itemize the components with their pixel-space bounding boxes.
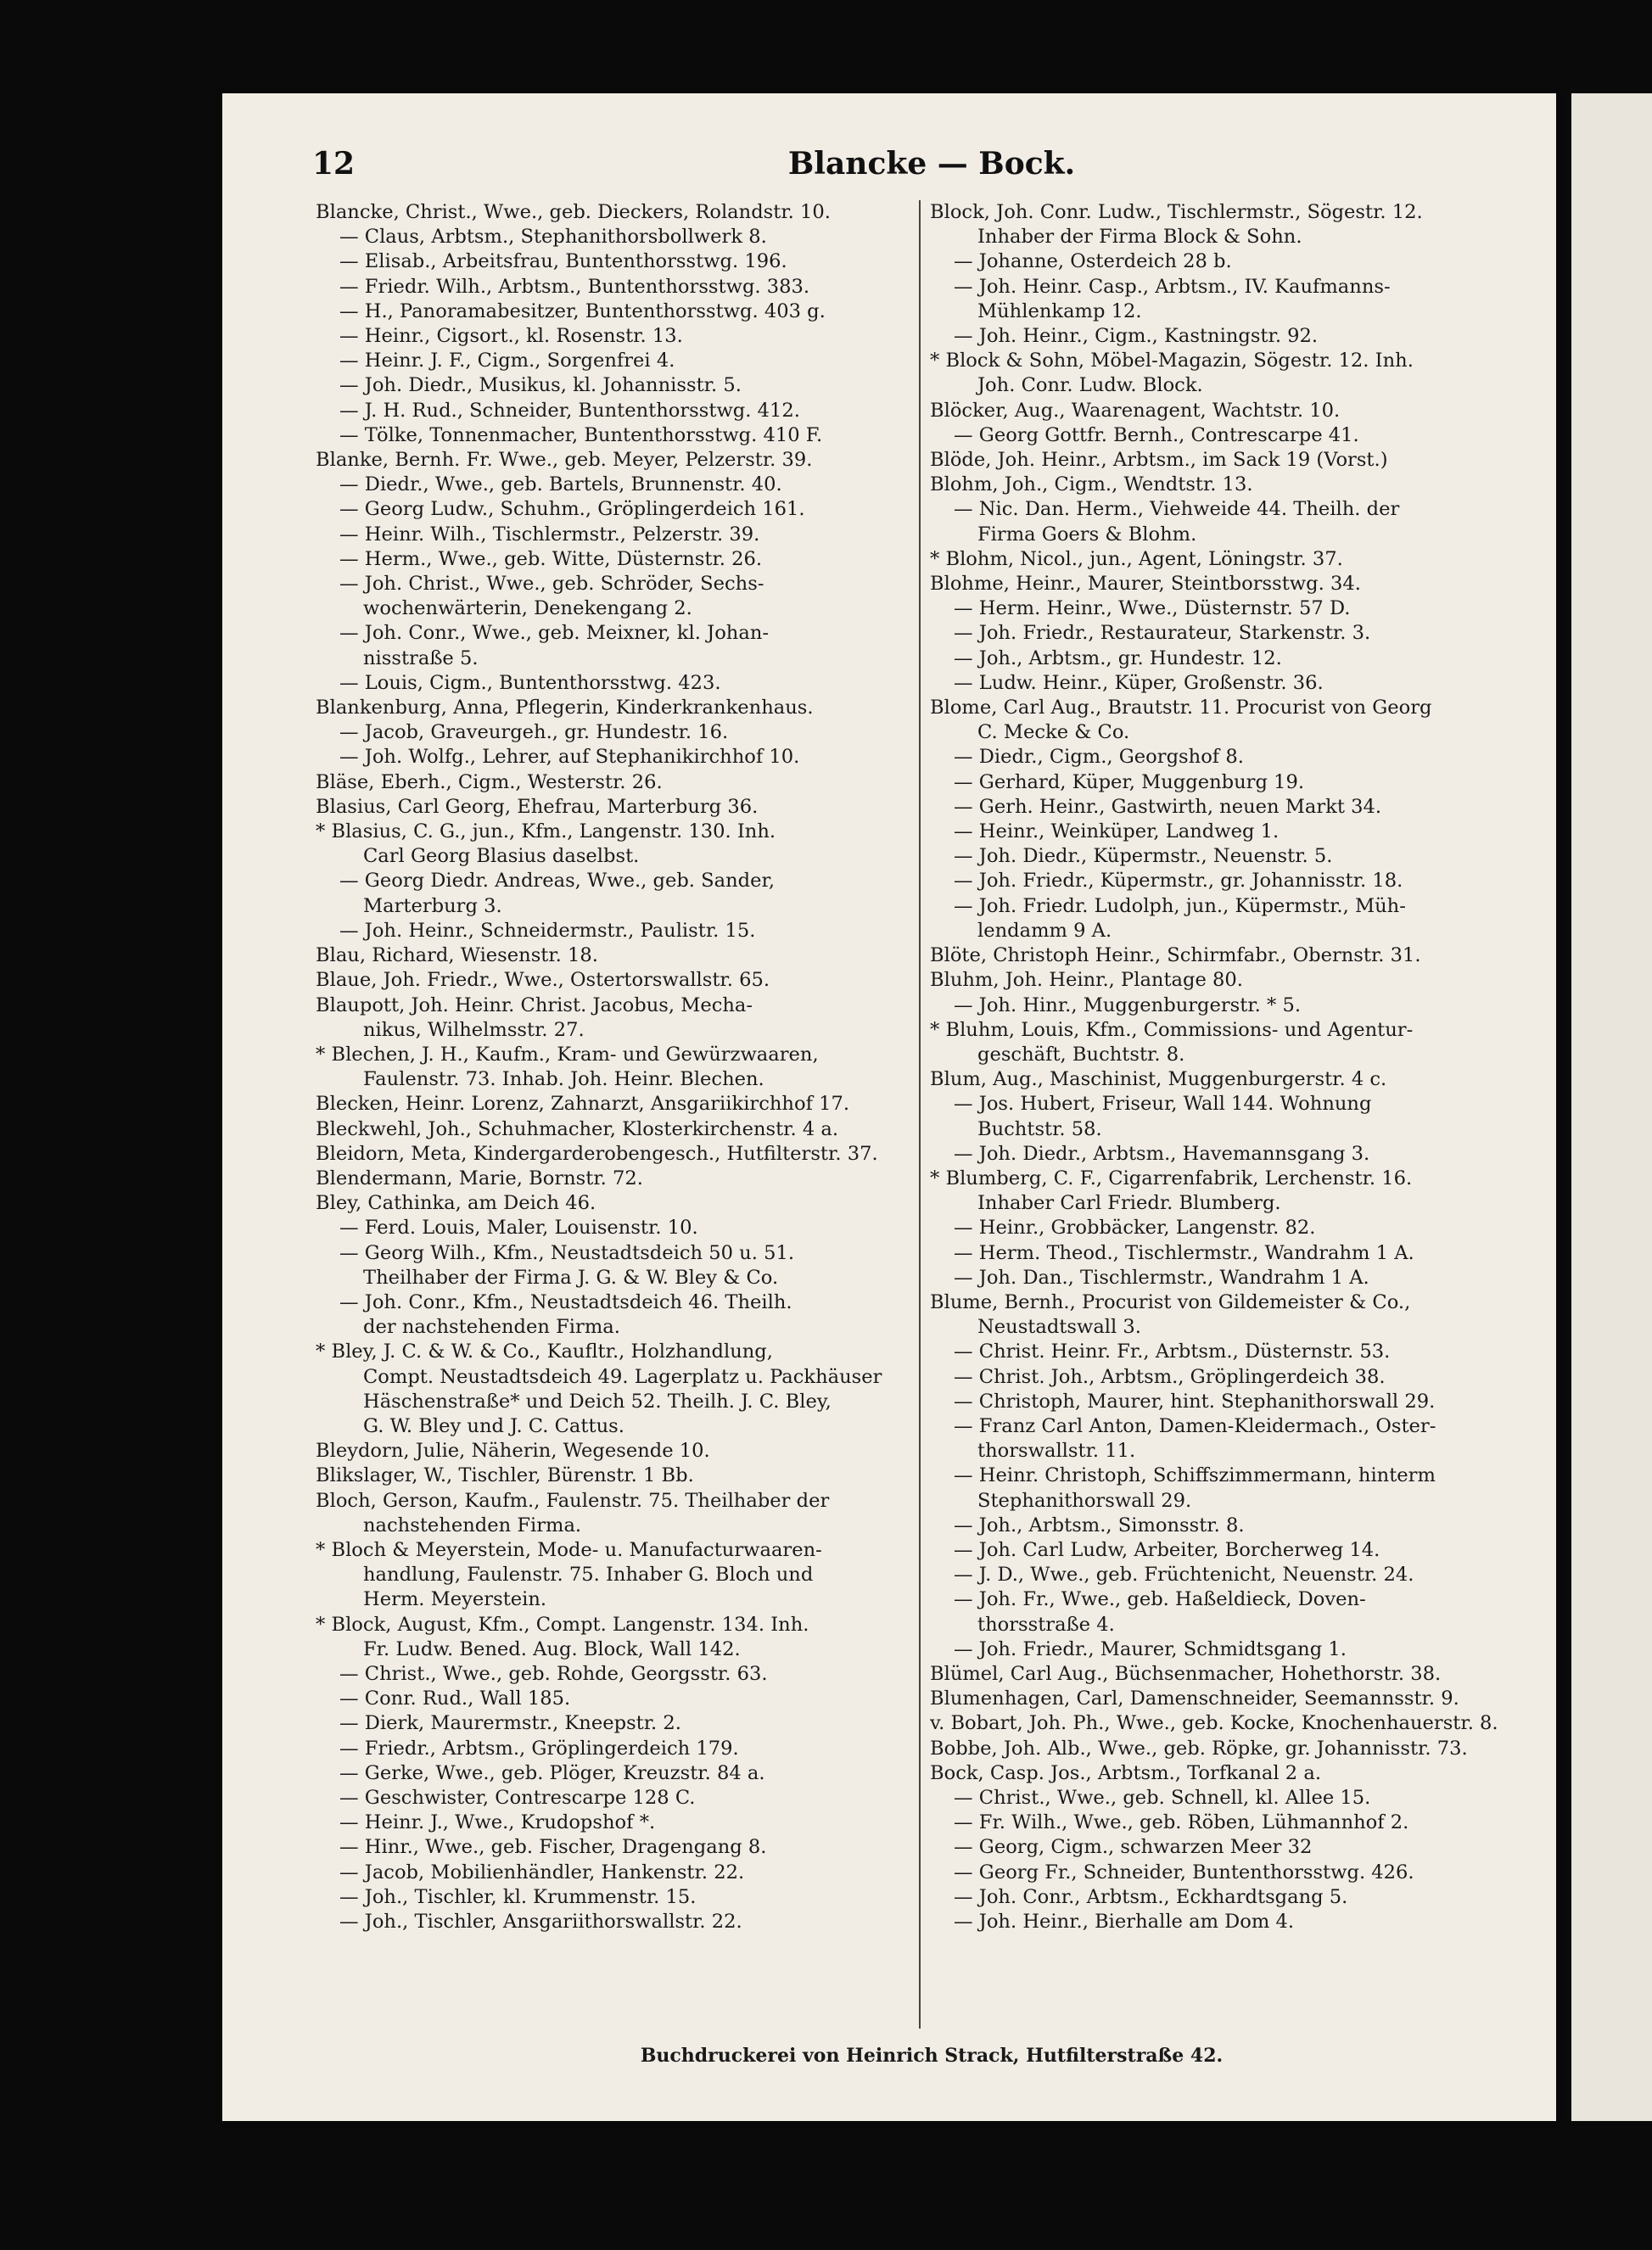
directory-entry-line: * Bloch & Meyerstein, Mode- u. Manufacturwaaren- [316,1538,822,1561]
directory-entry-line: Inhaber der Firma Block & Sohn. [977,226,1302,249]
directory-entry-line: Mühlenkamp 12. [977,299,1142,322]
directory-entry-line: — Joh. Friedr., Restaurateur, Starkenstr. 3. [954,622,1371,645]
directory-entry-line: — Diedr., Wwe., geb. Bartels, Brunnenstr. 40. [339,473,782,496]
directory-entry-line: Neustadtswall 3. [977,1316,1141,1339]
directory-entry-line: — Herm., Wwe., geb. Witte, Düsternstr. 26. [339,547,763,570]
directory-entry-line: — Christ., Wwe., geb. Rohde, Georgsstr. 63. [339,1662,768,1685]
directory-entry-line: — Christoph, Maurer, hint. Stephanithorswall 29. [954,1390,1436,1413]
directory-entry-line: Häschenstraße* und Deich 52. Theilh. J. C. Bley, [363,1390,832,1413]
directory-entry-line: Stephanithorswall 29. [977,1489,1192,1512]
left-column [316,200,920,1934]
directory-entry-line: — Geschwister, Contrescarpe 128 C. [339,1787,696,1809]
directory-entry-line: * Blohm, Nicol., jun., Agent, Löningstr. 37. [930,547,1343,570]
directory-entry-line: Bleckwehl, Joh., Schuhmacher, Klosterkirchenstr. 4 a. [316,1117,839,1140]
directory-entry-line: — Joh. Conr., Arbtsm., Eckhardtsgang 5. [954,1885,1348,1908]
directory-entry-line: — Joh. Diedr., Küpermstr., Neuenstr. 5. [954,845,1333,868]
directory-entry-line: — Jacob, Graveurgeh., gr. Hundestr. 16. [339,721,729,744]
directory-entry-line: Bobbe, Joh. Alb., Wwe., geb. Röpke, gr. Johannisstr. 73. [930,1737,1468,1760]
directory-entry-line: — Gerh. Heinr., Gastwirth, neuen Markt 34. [954,795,1382,818]
directory-entry-line: — Louis, Cigm., Buntenthorsstwg. 423. [339,671,721,694]
directory-entry-line: — Ferd. Louis, Maler, Louisenstr. 10. [339,1217,698,1240]
directory-entry-line: Blancke, Christ., Wwe., geb. Dieckers, Rolandstr. 10. [316,201,831,223]
directory-entry-line: lendamm 9 A. [977,919,1112,942]
directory-entry-line: — Joh. Diedr., Arbtsm., Havemannsgang 3. [954,1142,1370,1165]
directory-entry-line: Blome, Carl Aug., Brautstr. 11. Procurist von Georg [930,697,1432,719]
directory-entry-line: v. Bobart, Joh. Ph., Wwe., geb. Kocke, Knochenhauerstr. 8. [930,1712,1498,1735]
page-number: 12 [312,146,356,182]
directory-entry-line: * Block & Sohn, Möbel-Magazin, Sögestr. 12. Inh. [930,350,1414,372]
directory-entry-line: — Gerke, Wwe., geb. Plöger, Kreuzstr. 84 a. [339,1761,765,1784]
directory-entry-line: Theilhaber der Firma J. G. & W. Bley & Co. [363,1266,779,1289]
directory-entry-line: — Joh. Friedr., Maurer, Schmidtsgang 1. [954,1637,1347,1660]
directory-entry-line: Blöte, Christoph Heinr., Schirmfabr., Obernstr. 31. [930,944,1421,967]
directory-entry-line: — Georg Wilh., Kfm., Neustadtsdeich 50 u. 51. [339,1241,795,1264]
directory-entry-line: — Heinr. J. F., Cigm., Sorgenfrei 4. [339,350,675,372]
running-head: Blancke — Bock. [787,146,1076,182]
directory-entry-line: nisstraße 5. [363,646,479,669]
directory-entry-line: Buchtstr. 58. [977,1117,1102,1140]
directory-entry-line: — Joh., Tischler, Ansgariithorswallstr. 22. [339,1911,742,1934]
directory-entry-line: — Hinr., Wwe., geb. Fischer, Dragengang 8. [339,1836,767,1859]
directory-entry-line: — Joh. Dan., Tischlermstr., Wandrahm 1 A. [954,1266,1369,1289]
directory-entry-line: Bleidorn, Meta, Kindergarderobengesch., Hutfilterstr. 37. [316,1142,878,1165]
right-column [930,200,1534,1934]
directory-entry-line: Block, Joh. Conr. Ludw., Tischlermstr., Sögestr. 12. [930,201,1423,223]
directory-entry-line: — Tölke, Tonnenmacher, Buntenthorsstwg. 410 F. [339,423,823,446]
directory-entry-line: — J. D., Wwe., geb. Früchtenicht, Neuenstr. 24. [954,1564,1414,1587]
directory-entry-line: — Heinr., Grobbäcker, Langenstr. 82. [954,1217,1316,1240]
directory-entry-line: Blümel, Carl Aug., Büchsenmacher, Hohethorstr. 38. [930,1662,1442,1685]
directory-entry-line: Blöde, Joh. Heinr., Arbtsm., im Sack 19 (Vorst.) [930,449,1388,472]
directory-entry-line: — Claus, Arbtsm., Stephanithorsbollwerk 8. [339,226,767,249]
directory-entry-line: — Friedr. Wilh., Arbtsm., Buntenthorsstwg. 383. [339,275,810,298]
directory-entry-line: Carl Georg Blasius daselbst. [363,845,640,868]
directory-entry-line: Blaupott, Joh. Heinr. Christ. Jacobus, Mecha- [316,993,753,1016]
directory-entry-line: Blume, Bernh., Procurist von Gildemeister & Co., [930,1290,1411,1313]
directory-entry-line: Blohm, Joh., Cigm., Wendtstr. 13. [930,473,1253,496]
directory-entry-line: * Bley, J. C. & W. & Co., Kaufltr., Holzhandlung, [316,1340,773,1363]
directory-entry-line: — Heinr., Cigsort., kl. Rosenstr. 13. [339,325,683,348]
directory-entry-line: — Herm. Heinr., Wwe., Düsternstr. 57 D. [954,597,1351,620]
directory-entry-line: Compt. Neustadtsdeich 49. Lagerplatz u. Packhäuser [363,1365,882,1388]
directory-entry-line: Blaue, Joh. Friedr., Wwe., Ostertorswallstr. 65. [316,969,770,992]
directory-entry-line: — Heinr. Wilh., Tischlermstr., Pelzerstr. 39. [339,523,760,546]
directory-entry-line: * Blumberg, C. F., Cigarrenfabrik, Lerchenstr. 16. [930,1167,1413,1189]
directory-entry-line: C. Mecke & Co. [977,721,1130,744]
directory-entry-line: — Joh. Carl Ludw, Arbeiter, Borcherweg 14. [954,1538,1380,1561]
directory-entry-line: Faulenstr. 73. Inhab. Joh. Heinr. Blechen. [363,1068,764,1091]
directory-entry-line: geschäft, Buchtstr. 8. [977,1043,1185,1066]
directory-entry-line: — H., Panoramabesitzer, Buntenthorsstwg. 403 g. [339,299,826,322]
directory-entry-line: — Jos. Hubert, Friseur, Wall 144. Wohnung [954,1093,1372,1116]
directory-entry-line: Fr. Ludw. Bened. Aug. Block, Wall 142. [363,1637,741,1660]
directory-entry-line: — Johanne, Osterdeich 28 b. [954,250,1232,273]
directory-entry-line: — Georg Fr., Schneider, Buntenthorsstwg. 426. [954,1861,1414,1883]
directory-entry-line: — Georg, Cigm., schwarzen Meer 32 [954,1836,1313,1859]
directory-entry-line: Bläse, Eberh., Cigm., Westerstr. 26. [316,770,663,793]
directory-entry-line: — Heinr. J., Wwe., Krudopshof *. [339,1811,656,1834]
directory-entry-line: * Blasius, C. G., jun., Kfm., Langenstr. 130. Inh. [316,820,776,843]
directory-entry-line: nikus, Wilhelmsstr. 27. [363,1018,585,1041]
directory-entry-line: — Heinr., Weinküper, Landweg 1. [954,820,1280,843]
directory-entry-line: — Georg Diedr. Andreas, Wwe., geb. Sander, [339,870,776,893]
directory-entry-line: thorsstraße 4. [977,1613,1115,1636]
directory-entry-line: — Joh. Friedr., Küpermstr., gr. Johannisstr. 18. [954,870,1403,893]
directory-entry-line: — Ludw. Heinr., Küper, Großenstr. 36. [954,671,1324,694]
directory-entry-line: Joh. Conr. Ludw. Block. [977,374,1203,397]
directory-entry-line: G. W. Bley und J. C. Cattus. [363,1414,624,1437]
directory-entry-line: Blum, Aug., Maschinist, Muggenburgerstr. 4 c. [930,1068,1387,1091]
column-divider [919,200,921,2029]
next-page-edge [1571,93,1652,2121]
directory-entry-line: — Joh. Conr., Wwe., geb. Meixner, kl. Johan- [339,622,770,645]
page-header [312,146,1551,188]
directory-entry-line: — Joh. Heinr., Bierhalle am Dom 4. [954,1911,1295,1934]
directory-entry-line: — Joh. Wolfg., Lehrer, auf Stephanikirchhof 10. [339,746,800,769]
directory-entry-line: Bock, Casp. Jos., Arbtsm., Torfkanal 2 a. [930,1761,1321,1784]
directory-entry-line: — Christ. Joh., Arbtsm., Gröplingerdeich 38. [954,1365,1386,1388]
directory-entry-line: Blasius, Carl Georg, Ehefrau, Marterburg 36. [316,795,759,818]
directory-entry-line: — Joh. Heinr., Schneidermstr., Paulistr. 15. [339,919,756,942]
directory-entry-line: * Block, August, Kfm., Compt. Langenstr. 134. Inh. [316,1613,809,1636]
directory-entry-line: Blumenhagen, Carl, Damenschneider, Seemannsstr. 9. [930,1688,1459,1710]
directory-entry-line: — Joh., Tischler, kl. Krummenstr. 15. [339,1885,697,1908]
directory-entry-line: — Joh., Arbtsm., gr. Hundestr. 12. [954,646,1282,669]
directory-entry-line: — Joh., Arbtsm., Simonsstr. 8. [954,1514,1245,1536]
directory-entry-line: — Georg Ludw., Schuhm., Gröplingerdeich 161. [339,498,805,521]
directory-entry-line: — Joh. Fr., Wwe., geb. Haßeldieck, Doven- [954,1588,1366,1611]
directory-entry-line: * Bluhm, Louis, Kfm., Commissions- und Agentur- [930,1018,1414,1041]
directory-entry-line: — Elisab., Arbeitsfrau, Buntenthorsstwg. 196. [339,250,787,273]
directory-entry-line: — Christ. Heinr. Fr., Arbtsm., Düsternstr. 53. [954,1340,1391,1363]
directory-entry-line: — Nic. Dan. Herm., Viehweide 44. Theilh. der [954,498,1400,521]
directory-entry-line: — Georg Gottfr. Bernh., Contrescarpe 41. [954,423,1359,446]
directory-entry-line: — Christ., Wwe., geb. Schnell, kl. Allee 15. [954,1787,1371,1809]
directory-entry-line: — Conr. Rud., Wall 185. [339,1688,571,1710]
directory-entry-line: Blecken, Heinr. Lorenz, Zahnarzt, Ansgariikirchhof 17. [316,1093,850,1116]
directory-entry-line: Bley, Cathinka, am Deich 46. [316,1192,596,1215]
directory-entry-line: — Joh. Hinr., Muggenburgerstr. * 5. [954,993,1302,1016]
directory-entry-line: — Dierk, Maurermstr., Kneepstr. 2. [339,1712,681,1735]
directory-entry-line: — Heinr. Christoph, Schiffszimmermann, hinterm [954,1464,1436,1487]
directory-entry-line: — Joh. Heinr., Cigm., Kastningstr. 92. [954,325,1319,348]
directory-entry-line: Blendermann, Marie, Bornstr. 72. [316,1167,643,1189]
directory-entry-line: der nachstehenden Firma. [363,1316,620,1339]
directory-entry-line: Blöcker, Aug., Waarenagent, Wachtstr. 10. [930,399,1341,422]
directory-entry-line: — Fr. Wilh., Wwe., geb. Röben, Lühmannhof 2. [954,1811,1409,1834]
directory-entry-line: — Joh. Conr., Kfm., Neustadtsdeich 46. Theilh. [339,1290,792,1313]
directory-entry-line: Herm. Meyerstein. [363,1588,547,1611]
directory-entry-line: Blau, Richard, Wiesenstr. 18. [316,944,598,967]
directory-entry-line: — Friedr., Arbtsm., Gröplingerdeich 179. [339,1737,739,1760]
directory-entry-line: — Joh. Friedr. Ludolph, jun., Küpermstr., Müh- [954,894,1406,917]
directory-entry-line: Marterburg 3. [363,894,502,917]
directory-entry-line: Firma Goers & Blohm. [977,523,1197,546]
directory-entry-line: Bloch, Gerson, Kaufm., Faulenstr. 75. Theilhaber der [316,1489,830,1512]
directory-entry-line: Bleydorn, Julie, Näherin, Wegesende 10. [316,1440,710,1463]
directory-entry-line: — Jacob, Mobilienhändler, Hankenstr. 22. [339,1861,745,1883]
directory-entry-line: — Herm. Theod., Tischlermstr., Wandrahm 1 A. [954,1241,1414,1264]
directory-entry-line: — J. H. Rud., Schneider, Buntenthorsstwg. 412. [339,399,800,422]
directory-entry-line: Bluhm, Joh. Heinr., Plantage 80. [930,969,1243,992]
directory-entry-line: wochenwärterin, Denekengang 2. [363,597,692,620]
directory-entry-line: * Blechen, J. H., Kaufm., Kram- und Gewürzwaaren, [316,1043,819,1066]
directory-entry-line: Blankenburg, Anna, Pflegerin, Kinderkrankenhaus. [316,697,814,719]
directory-entry-line: thorswallstr. 11. [977,1440,1136,1463]
directory-entry-line: — Joh. Diedr., Musikus, kl. Johannisstr. 5. [339,374,742,397]
directory-entry-line: — Joh. Heinr. Casp., Arbtsm., IV. Kaufmanns- [954,275,1391,298]
directory-entry-line: Blikslager, W., Tischler, Bürenstr. 1 Bb. [316,1464,694,1487]
directory-entry-line: Inhaber Carl Friedr. Blumberg. [977,1192,1281,1215]
directory-entry-line: — Franz Carl Anton, Damen-Kleidermach., Oster- [954,1414,1436,1437]
directory-entry-line: — Diedr., Cigm., Georgshof 8. [954,746,1244,769]
directory-entry-line: handlung, Faulenstr. 75. Inhaber G. Bloch und [363,1564,814,1587]
directory-entry-line: — Joh. Christ., Wwe., geb. Schröder, Sechs- [339,573,764,596]
directory-entry-line: — Gerhard, Küper, Muggenburg 19. [954,770,1305,793]
directory-entry-line: Blohme, Heinr., Maurer, Steintborsstwg. 34. [930,573,1361,596]
printer-imprint: Buchdruckerei von Heinrich Strack, Hutfilterstraße 42. [640,2045,1224,2067]
directory-entry-line: nachstehenden Firma. [363,1514,582,1536]
directory-entry-line: Blanke, Bernh. Fr. Wwe., geb. Meyer, Pelzerstr. 39. [316,449,813,472]
